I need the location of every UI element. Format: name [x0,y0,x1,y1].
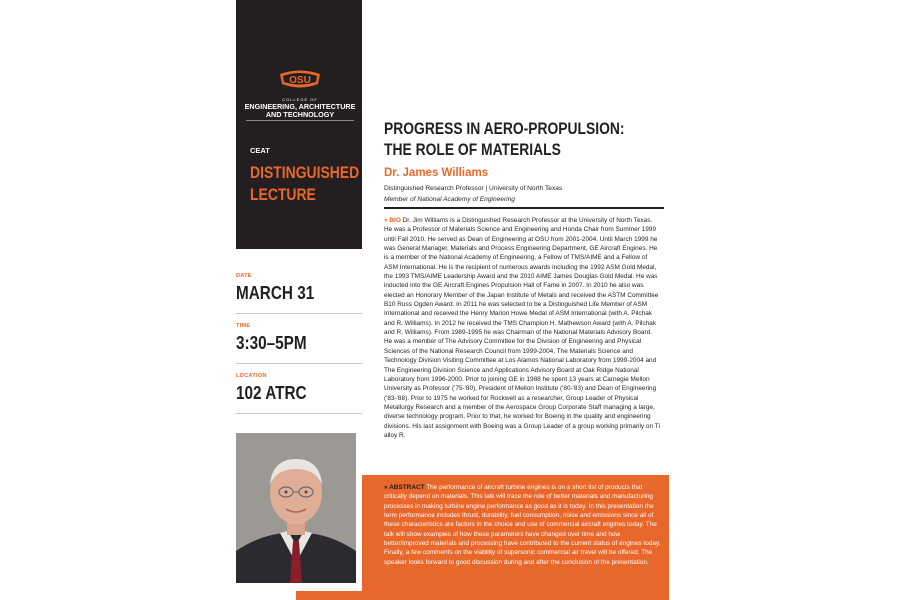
college-name-line: ENGINEERING, ARCHITECTURE [244,102,356,111]
abstract-label: » ABSTRACT [384,484,425,491]
speaker-position: Distinguished Research Professor | University of North Texas [384,185,563,192]
location-label: LOCATION [236,373,267,379]
title-divider [384,207,664,209]
abstract-label-text: ABSTRACT [389,484,425,491]
talk-title-line: THE ROLE OF MATERIALS [384,141,561,159]
banner-divider [246,120,354,121]
lecture-type-line: LECTURE [250,185,316,204]
abstract-text: The performance of aircraft turbine engines is on a short list of products that critically depend on materials. This talk will trace the role of better materials and manufacturing processes in making turbine engine performance as good as it is today. In this presentation the term performance includes thrust, durability, fuel consumption, noise and emissions since all of these characteristics are factors in the choice and use of commercial aircraft engines today. The talk will show examples of how these parameters have changed over time and how better/improved materials and processing have contributed to the current status of engines today. Finally, a few comments on the viability of supersonic commercial air travel will be offered. The speaker looks forward to good discussion during and after the conclusion of the presentation. [384,484,661,566]
bio-section [384,216,660,440]
abstract-section [384,483,662,567]
talk-title-line: PROGRESS IN AERO-PROPULSION: [384,120,625,138]
event-time: 3:30–5PM [236,333,307,353]
lecture-type-heading [250,162,359,206]
divider [236,413,362,414]
date-label: DATE [236,273,252,279]
divider [236,313,362,314]
event-date: MARCH 31 [236,283,315,303]
speaker-name: Dr. James Williams [384,167,489,179]
event-location: 102 ATRC [236,383,307,403]
college-banner [236,0,362,249]
speaker-portrait [236,433,356,583]
lecture-type-line: DISTINGUISHED [250,163,360,182]
college-name [240,103,360,118]
college-of-label: COLLEGE OF [282,97,318,102]
svg-text:OSU: OSU [289,75,311,86]
bio-text: Dr. Jim Williams is a Distinguished Research Professor at the University of North Texas. He was a Professor of Materials Science and Engineering and Honda Chair from Summer 1999 until Fall 2010. He served as Dean of Engineering at OSU from 2001-2004. Until March 1999 he was General Manager, Materials and Process Engineering Department, GE Aircraft Engines. He is a member of the National Academy of Engineering, a Fellow of TMS/AIME and a Fellow of ASM International. He is the recipient of numerous awards including the 1992 ASM Gold Medal, the 1993 TMS/AIME Leadership Award and the 2010 AIME James Douglas Gold Medal. He was inducted into the GE Aircraft Engines Propulsion Hall of Fame in 2007. In 2010 he also was elected an Honorary Member of the Japan Institute of Metals and received the ASTM Committee B10 Russ Ogden Award. In 2011 he was selected to be a Distinguished Life Member of ASM International and received the Henry Marion Howe Medal of ASM International (with A. Pilchak and R. Williams). In 2012 he received the TMS Champion H. Mathewson Award (with A. Pilchak and R. Williams). From 1989-1995 he was Chairman of the National Materials Advisory Board. He was a member of The Advisory Committee for the Division of Engineering and Physical Sciences of the National Research Council from 1999-2004, The Materials Science and Technology Division Visiting Committee at Los Alamos National Laboratory from 1999-2004 and The Engineering Division Science and Applications Advisory Board at Oak Ridge National Laboratory from 1996-2000. Prior to joining GE in 1988 he spent 13 years at Carnegie Mellon University as Professor ('75-'80), President of Mellon Institute ('80-'83) and Dean of Engineering ('83-'88). Prior to 1975 he worked for Rockwell as a researcher, Group Leader of Physical Metallurgy Research and a member of the Aerospace Group Corporate Staff managing a large, diverse technology program. Prior to that, he worked for Boeing in the quality and engineering divisions. His last assignment with Boeing was a Group Leader of a group working primarily on Ti alloy R. [384,217,660,439]
time-label: TIME [236,323,251,329]
ceat-label: CEAT [250,146,270,155]
bio-label: » BIO [384,217,401,224]
speaker-membership: Member of National Academy of Engineering [384,196,515,203]
divider [236,363,362,364]
talk-title [384,119,625,161]
osu-logo-icon [278,68,322,90]
college-name-line: AND TECHNOLOGY [265,109,335,119]
accent-strip [296,591,362,600]
bio-label-text: BIO [389,217,401,224]
